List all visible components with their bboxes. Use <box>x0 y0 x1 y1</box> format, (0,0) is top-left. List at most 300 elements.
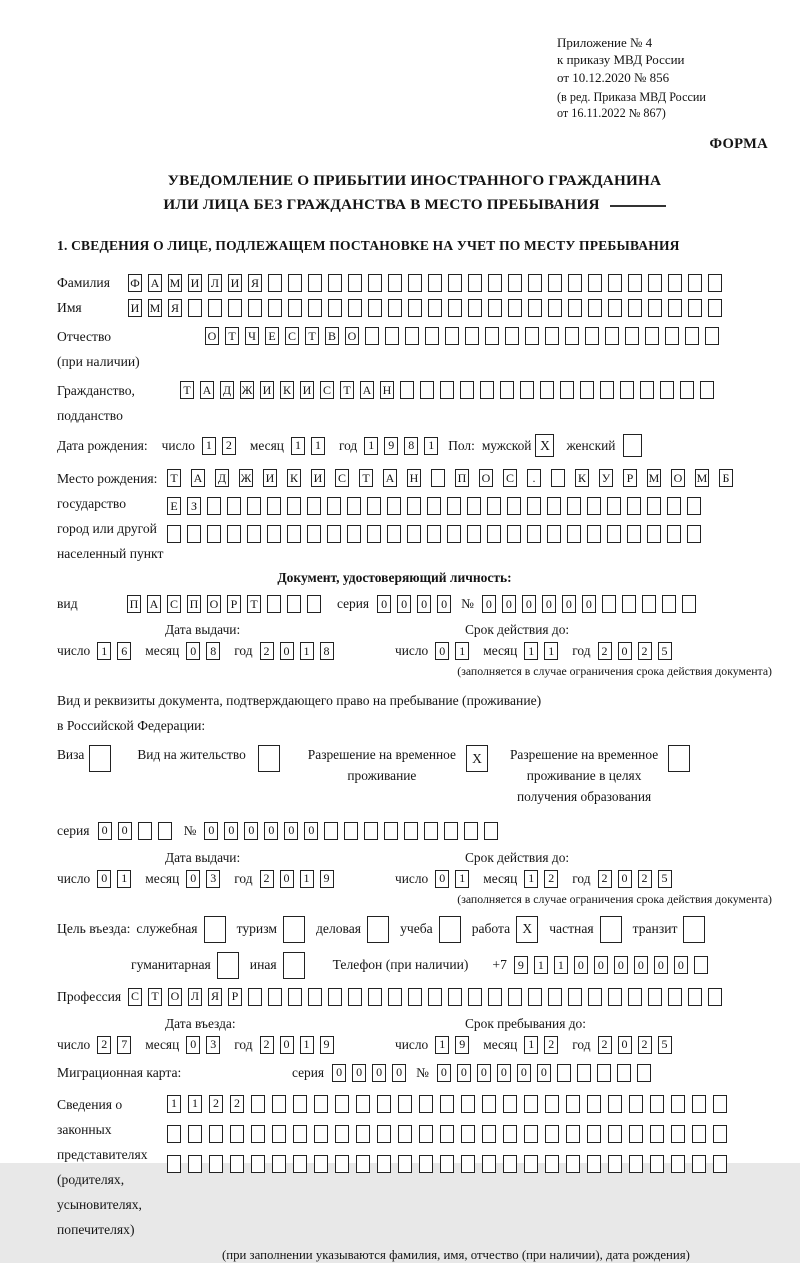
residence-issue-month[interactable] <box>186 870 220 888</box>
char-cell[interactable]: Ж <box>239 469 253 487</box>
doc-issue-day[interactable] <box>97 642 131 660</box>
char-cell[interactable] <box>247 497 261 515</box>
char-cell[interactable] <box>671 1125 685 1143</box>
stay-until-year[interactable] <box>598 1036 672 1054</box>
char-cell[interactable]: О <box>345 327 359 345</box>
char-cell[interactable] <box>585 327 599 345</box>
char-cell[interactable]: 1 <box>364 437 378 455</box>
char-cell[interactable] <box>692 1095 706 1113</box>
char-cell[interactable]: Р <box>228 988 242 1006</box>
char-cell[interactable]: 0 <box>482 595 496 613</box>
char-cell[interactable] <box>335 1155 349 1173</box>
char-cell[interactable]: 5 <box>658 1036 672 1054</box>
char-cell[interactable] <box>625 327 639 345</box>
char-cell[interactable]: 0 <box>594 956 608 974</box>
char-cell[interactable] <box>588 274 602 292</box>
char-cell[interactable] <box>548 274 562 292</box>
char-cell[interactable] <box>188 299 202 317</box>
char-cell[interactable] <box>608 988 622 1006</box>
char-cell[interactable] <box>662 595 676 613</box>
char-cell[interactable] <box>407 497 421 515</box>
char-cell[interactable] <box>388 274 402 292</box>
char-cell[interactable] <box>377 1125 391 1143</box>
char-cell[interactable] <box>622 595 636 613</box>
guardians-row1[interactable] <box>167 1095 727 1113</box>
char-cell[interactable] <box>398 1155 412 1173</box>
char-cell[interactable]: С <box>285 327 299 345</box>
char-cell[interactable]: А <box>148 274 162 292</box>
migration-series-cells[interactable] <box>332 1064 406 1082</box>
char-cell[interactable] <box>408 988 422 1006</box>
char-cell[interactable]: И <box>128 299 142 317</box>
char-cell[interactable]: 1 <box>202 437 216 455</box>
char-cell[interactable] <box>671 1095 685 1113</box>
char-cell[interactable] <box>545 1125 559 1143</box>
char-cell[interactable] <box>427 497 441 515</box>
char-cell[interactable] <box>602 595 616 613</box>
char-cell[interactable]: М <box>168 274 182 292</box>
char-cell[interactable] <box>650 1155 664 1173</box>
char-cell[interactable]: 1 <box>300 642 314 660</box>
char-cell[interactable] <box>524 1095 538 1113</box>
char-cell[interactable] <box>508 274 522 292</box>
char-cell[interactable]: 1 <box>524 642 538 660</box>
char-cell[interactable]: 0 <box>332 1064 346 1082</box>
char-cell[interactable]: 0 <box>97 870 111 888</box>
char-cell[interactable] <box>587 525 601 543</box>
char-cell[interactable]: 0 <box>574 956 588 974</box>
char-cell[interactable]: 0 <box>392 1064 406 1082</box>
char-cell[interactable] <box>267 497 281 515</box>
char-cell[interactable] <box>671 1155 685 1173</box>
char-cell[interactable] <box>247 525 261 543</box>
char-cell[interactable]: А <box>360 381 374 399</box>
char-cell[interactable]: 1 <box>117 870 131 888</box>
char-cell[interactable] <box>568 299 582 317</box>
char-cell[interactable] <box>188 1125 202 1143</box>
char-cell[interactable]: 1 <box>188 1095 202 1113</box>
char-cell[interactable] <box>327 497 341 515</box>
char-cell[interactable] <box>527 497 541 515</box>
char-cell[interactable] <box>629 1125 643 1143</box>
char-cell[interactable] <box>307 497 321 515</box>
char-cell[interactable] <box>687 525 701 543</box>
char-cell[interactable] <box>348 299 362 317</box>
char-cell[interactable] <box>566 1095 580 1113</box>
char-cell[interactable] <box>227 525 241 543</box>
residence-number-cells[interactable] <box>204 822 498 840</box>
char-cell[interactable]: 1 <box>534 956 548 974</box>
char-cell[interactable]: 0 <box>477 1064 491 1082</box>
char-cell[interactable] <box>520 381 534 399</box>
char-cell[interactable]: 1 <box>544 642 558 660</box>
char-cell[interactable] <box>288 299 302 317</box>
char-cell[interactable]: 1 <box>300 870 314 888</box>
char-cell[interactable] <box>287 595 301 613</box>
visa-checkbox[interactable] <box>89 745 111 772</box>
char-cell[interactable] <box>328 988 342 1006</box>
purpose-private-checkbox[interactable] <box>600 916 622 943</box>
char-cell[interactable] <box>577 1064 591 1082</box>
purpose-study-checkbox[interactable] <box>439 916 461 943</box>
char-cell[interactable] <box>368 299 382 317</box>
char-cell[interactable] <box>508 299 522 317</box>
char-cell[interactable] <box>448 299 462 317</box>
birth-place-row2[interactable] <box>167 497 733 515</box>
purpose-other-checkbox[interactable] <box>283 952 305 979</box>
char-cell[interactable] <box>272 1095 286 1113</box>
guardians-row3[interactable] <box>167 1155 727 1173</box>
char-cell[interactable] <box>272 1155 286 1173</box>
char-cell[interactable] <box>687 497 701 515</box>
char-cell[interactable] <box>328 299 342 317</box>
char-cell[interactable] <box>388 988 402 1006</box>
char-cell[interactable] <box>419 1095 433 1113</box>
char-cell[interactable] <box>648 274 662 292</box>
char-cell[interactable]: 0 <box>304 822 318 840</box>
char-cell[interactable]: И <box>311 469 325 487</box>
char-cell[interactable] <box>444 822 458 840</box>
char-cell[interactable]: 0 <box>634 956 648 974</box>
char-cell[interactable] <box>660 381 674 399</box>
char-cell[interactable]: 0 <box>352 1064 366 1082</box>
char-cell[interactable]: О <box>168 988 182 1006</box>
char-cell[interactable] <box>482 1155 496 1173</box>
char-cell[interactable]: И <box>300 381 314 399</box>
char-cell[interactable] <box>566 1125 580 1143</box>
char-cell[interactable]: Ф <box>128 274 142 292</box>
char-cell[interactable] <box>428 299 442 317</box>
char-cell[interactable] <box>480 381 494 399</box>
female-checkbox[interactable] <box>623 434 642 457</box>
char-cell[interactable] <box>468 988 482 1006</box>
char-cell[interactable]: 9 <box>455 1036 469 1054</box>
char-cell[interactable] <box>617 1064 631 1082</box>
char-cell[interactable]: Т <box>305 327 319 345</box>
char-cell[interactable] <box>335 1095 349 1113</box>
char-cell[interactable] <box>527 525 541 543</box>
char-cell[interactable] <box>525 327 539 345</box>
char-cell[interactable] <box>567 497 581 515</box>
char-cell[interactable]: О <box>205 327 219 345</box>
char-cell[interactable] <box>167 1155 181 1173</box>
char-cell[interactable] <box>708 299 722 317</box>
char-cell[interactable]: 1 <box>554 956 568 974</box>
char-cell[interactable] <box>547 497 561 515</box>
char-cell[interactable] <box>367 497 381 515</box>
char-cell[interactable]: 0 <box>517 1064 531 1082</box>
char-cell[interactable] <box>307 595 321 613</box>
char-cell[interactable]: 0 <box>437 1064 451 1082</box>
char-cell[interactable] <box>447 525 461 543</box>
char-cell[interactable] <box>314 1155 328 1173</box>
char-cell[interactable] <box>600 381 614 399</box>
char-cell[interactable]: 0 <box>372 1064 386 1082</box>
char-cell[interactable]: К <box>280 381 294 399</box>
residence-issue-day[interactable] <box>97 870 131 888</box>
char-cell[interactable]: С <box>128 988 142 1006</box>
char-cell[interactable]: Н <box>407 469 421 487</box>
char-cell[interactable] <box>668 299 682 317</box>
char-cell[interactable]: 5 <box>658 642 672 660</box>
char-cell[interactable] <box>248 299 262 317</box>
char-cell[interactable]: 0 <box>280 1036 294 1054</box>
char-cell[interactable]: 1 <box>167 1095 181 1113</box>
char-cell[interactable] <box>482 1125 496 1143</box>
char-cell[interactable] <box>503 1125 517 1143</box>
char-cell[interactable] <box>424 822 438 840</box>
char-cell[interactable]: 1 <box>455 642 469 660</box>
char-cell[interactable] <box>650 1095 664 1113</box>
doc-issue-year[interactable] <box>260 642 334 660</box>
char-cell[interactable] <box>566 1155 580 1173</box>
char-cell[interactable]: И <box>188 274 202 292</box>
char-cell[interactable] <box>528 299 542 317</box>
purpose-tourism-checkbox[interactable] <box>283 916 305 943</box>
char-cell[interactable] <box>267 595 281 613</box>
char-cell[interactable] <box>427 525 441 543</box>
char-cell[interactable] <box>384 822 398 840</box>
char-cell[interactable] <box>688 299 702 317</box>
purpose-business-checkbox[interactable] <box>367 916 389 943</box>
entry-day[interactable] <box>97 1036 131 1054</box>
char-cell[interactable] <box>440 1095 454 1113</box>
char-cell[interactable]: Т <box>167 469 181 487</box>
char-cell[interactable] <box>648 299 662 317</box>
char-cell[interactable]: Р <box>623 469 637 487</box>
char-cell[interactable] <box>419 1125 433 1143</box>
char-cell[interactable] <box>567 525 581 543</box>
char-cell[interactable]: К <box>575 469 589 487</box>
char-cell[interactable] <box>587 1095 601 1113</box>
residence-series-cells[interactable] <box>98 822 172 840</box>
char-cell[interactable] <box>324 822 338 840</box>
char-cell[interactable] <box>440 1155 454 1173</box>
char-cell[interactable] <box>364 822 378 840</box>
char-cell[interactable]: 0 <box>264 822 278 840</box>
char-cell[interactable] <box>398 1095 412 1113</box>
char-cell[interactable]: И <box>228 274 242 292</box>
char-cell[interactable] <box>461 1125 475 1143</box>
birth-year-cells[interactable] <box>364 437 438 455</box>
char-cell[interactable] <box>645 327 659 345</box>
birth-month-cells[interactable] <box>291 437 325 455</box>
char-cell[interactable] <box>428 988 442 1006</box>
char-cell[interactable] <box>650 1125 664 1143</box>
name-cells[interactable] <box>128 299 722 317</box>
char-cell[interactable]: . <box>527 469 541 487</box>
char-cell[interactable]: 0 <box>204 822 218 840</box>
char-cell[interactable] <box>629 1095 643 1113</box>
char-cell[interactable] <box>628 274 642 292</box>
char-cell[interactable] <box>713 1155 727 1173</box>
char-cell[interactable]: 0 <box>186 1036 200 1054</box>
char-cell[interactable] <box>665 327 679 345</box>
char-cell[interactable] <box>640 381 654 399</box>
char-cell[interactable] <box>447 497 461 515</box>
char-cell[interactable] <box>628 988 642 1006</box>
char-cell[interactable]: З <box>187 497 201 515</box>
doc-valid-year[interactable] <box>598 642 672 660</box>
char-cell[interactable]: Я <box>208 988 222 1006</box>
char-cell[interactable]: 1 <box>311 437 325 455</box>
char-cell[interactable] <box>385 327 399 345</box>
char-cell[interactable] <box>251 1095 265 1113</box>
char-cell[interactable] <box>545 1095 559 1113</box>
char-cell[interactable] <box>308 299 322 317</box>
char-cell[interactable]: 2 <box>97 1036 111 1054</box>
char-cell[interactable] <box>547 525 561 543</box>
char-cell[interactable]: 2 <box>260 642 274 660</box>
char-cell[interactable] <box>461 1095 475 1113</box>
char-cell[interactable]: 0 <box>537 1064 551 1082</box>
char-cell[interactable] <box>597 1064 611 1082</box>
char-cell[interactable]: Р <box>227 595 241 613</box>
char-cell[interactable] <box>288 274 302 292</box>
char-cell[interactable] <box>467 525 481 543</box>
char-cell[interactable]: 0 <box>618 1036 632 1054</box>
char-cell[interactable]: 0 <box>542 595 556 613</box>
char-cell[interactable] <box>268 299 282 317</box>
residence-issue-year[interactable] <box>260 870 334 888</box>
char-cell[interactable] <box>568 988 582 1006</box>
char-cell[interactable] <box>688 274 702 292</box>
char-cell[interactable]: 2 <box>638 642 652 660</box>
char-cell[interactable] <box>268 988 282 1006</box>
char-cell[interactable] <box>580 381 594 399</box>
char-cell[interactable]: 6 <box>117 642 131 660</box>
char-cell[interactable]: 3 <box>206 1036 220 1054</box>
char-cell[interactable] <box>565 327 579 345</box>
char-cell[interactable]: 0 <box>417 595 431 613</box>
residence-valid-year[interactable] <box>598 870 672 888</box>
char-cell[interactable] <box>668 274 682 292</box>
char-cell[interactable]: 0 <box>654 956 668 974</box>
char-cell[interactable]: У <box>599 469 613 487</box>
char-cell[interactable] <box>608 1155 622 1173</box>
char-cell[interactable]: 0 <box>280 870 294 888</box>
char-cell[interactable]: 2 <box>209 1095 223 1113</box>
char-cell[interactable] <box>488 299 502 317</box>
char-cell[interactable]: Д <box>220 381 234 399</box>
char-cell[interactable] <box>408 299 422 317</box>
char-cell[interactable] <box>637 1064 651 1082</box>
char-cell[interactable] <box>560 381 574 399</box>
char-cell[interactable] <box>482 1095 496 1113</box>
char-cell[interactable] <box>607 497 621 515</box>
char-cell[interactable] <box>607 525 621 543</box>
char-cell[interactable] <box>227 497 241 515</box>
char-cell[interactable] <box>507 525 521 543</box>
char-cell[interactable] <box>348 988 362 1006</box>
char-cell[interactable]: М <box>148 299 162 317</box>
char-cell[interactable] <box>524 1155 538 1173</box>
char-cell[interactable] <box>428 274 442 292</box>
char-cell[interactable] <box>608 299 622 317</box>
char-cell[interactable] <box>287 497 301 515</box>
char-cell[interactable]: 0 <box>674 956 688 974</box>
char-cell[interactable]: 0 <box>397 595 411 613</box>
char-cell[interactable] <box>705 327 719 345</box>
char-cell[interactable]: 2 <box>222 437 236 455</box>
char-cell[interactable]: Л <box>188 988 202 1006</box>
char-cell[interactable]: Т <box>148 988 162 1006</box>
char-cell[interactable]: Д <box>215 469 229 487</box>
char-cell[interactable] <box>568 274 582 292</box>
char-cell[interactable]: Т <box>180 381 194 399</box>
char-cell[interactable] <box>505 327 519 345</box>
char-cell[interactable]: 2 <box>260 870 274 888</box>
char-cell[interactable] <box>268 274 282 292</box>
char-cell[interactable]: 0 <box>377 595 391 613</box>
char-cell[interactable] <box>545 1155 559 1173</box>
char-cell[interactable] <box>365 327 379 345</box>
char-cell[interactable] <box>400 381 414 399</box>
char-cell[interactable]: П <box>455 469 469 487</box>
birth-place-row1[interactable] <box>167 469 733 487</box>
char-cell[interactable] <box>356 1125 370 1143</box>
char-cell[interactable]: Ж <box>240 381 254 399</box>
char-cell[interactable] <box>468 274 482 292</box>
guardians-row2[interactable] <box>167 1125 727 1143</box>
char-cell[interactable]: 0 <box>186 870 200 888</box>
char-cell[interactable] <box>682 595 696 613</box>
char-cell[interactable]: П <box>127 595 141 613</box>
char-cell[interactable] <box>368 274 382 292</box>
char-cell[interactable] <box>251 1155 265 1173</box>
char-cell[interactable] <box>487 497 501 515</box>
char-cell[interactable] <box>692 1155 706 1173</box>
char-cell[interactable] <box>448 988 462 1006</box>
char-cell[interactable] <box>548 988 562 1006</box>
char-cell[interactable] <box>445 327 459 345</box>
doc-issue-month[interactable] <box>186 642 220 660</box>
char-cell[interactable] <box>367 525 381 543</box>
char-cell[interactable]: 1 <box>300 1036 314 1054</box>
char-cell[interactable] <box>335 1125 349 1143</box>
char-cell[interactable] <box>207 525 221 543</box>
char-cell[interactable]: 0 <box>502 595 516 613</box>
char-cell[interactable]: 0 <box>98 822 112 840</box>
char-cell[interactable]: А <box>383 469 397 487</box>
char-cell[interactable] <box>628 299 642 317</box>
char-cell[interactable]: 8 <box>404 437 418 455</box>
char-cell[interactable] <box>627 525 641 543</box>
char-cell[interactable]: 9 <box>514 956 528 974</box>
char-cell[interactable] <box>708 274 722 292</box>
char-cell[interactable]: Т <box>340 381 354 399</box>
char-cell[interactable] <box>314 1125 328 1143</box>
char-cell[interactable] <box>356 1095 370 1113</box>
char-cell[interactable]: 9 <box>320 870 334 888</box>
residence-valid-month[interactable] <box>524 870 558 888</box>
char-cell[interactable] <box>667 525 681 543</box>
char-cell[interactable]: А <box>191 469 205 487</box>
doc-valid-month[interactable] <box>524 642 558 660</box>
char-cell[interactable]: 0 <box>284 822 298 840</box>
char-cell[interactable]: 0 <box>435 870 449 888</box>
entry-year[interactable] <box>260 1036 334 1054</box>
char-cell[interactable] <box>293 1155 307 1173</box>
char-cell[interactable]: Т <box>247 595 261 613</box>
char-cell[interactable]: Я <box>248 274 262 292</box>
char-cell[interactable] <box>461 1155 475 1173</box>
char-cell[interactable] <box>314 1095 328 1113</box>
char-cell[interactable] <box>620 381 634 399</box>
char-cell[interactable] <box>387 497 401 515</box>
char-cell[interactable] <box>420 381 434 399</box>
purpose-official-checkbox[interactable] <box>204 916 226 943</box>
